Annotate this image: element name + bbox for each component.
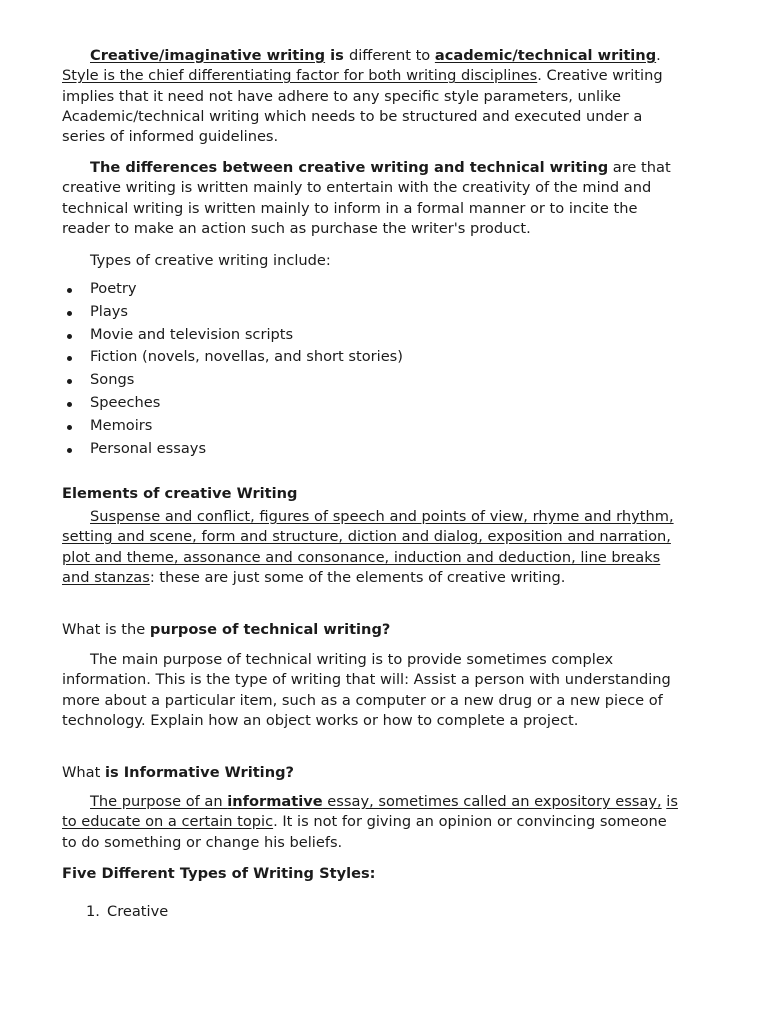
- informative-text-1: The purpose of an: [90, 793, 228, 810]
- section-heading: Five Different Types of Writing Styles:: [62, 865, 376, 882]
- bullet-list-item: Fiction (novels, novellas, and short stories): [62, 346, 682, 369]
- bullet-list-item: Speeches: [62, 392, 682, 415]
- creative-types-list: [62, 278, 682, 460]
- informative-text-3: is to educate on a certain topic: [62, 793, 678, 831]
- differences-heading-text: The differences between creative writing and technical writing: [90, 159, 609, 176]
- question-informative-writing: [62, 763, 682, 783]
- bullet-list-item: Movie and television scripts: [62, 324, 682, 347]
- term-academic-writing: academic/technical writing: [434, 47, 657, 64]
- question-emphasis: purpose of technical writing?: [149, 621, 391, 638]
- paragraph-technical-purpose: [62, 650, 682, 731]
- paragraph-elements: [62, 507, 682, 588]
- bullet-list-item: Songs: [62, 369, 682, 392]
- question-prefix: What: [62, 764, 105, 781]
- bullet-list-item: Memoirs: [62, 415, 682, 438]
- text-different-to: different to: [348, 47, 435, 64]
- paragraph-text: . Creative writing implies that it need not have adhere to any specific style parameters, unlike Academic/technical writing which needs to be structured and executed under a series of informed guidelines.: [62, 67, 663, 146]
- types-intro: [62, 251, 682, 271]
- bullet-list-item: Plays: [62, 301, 682, 324]
- paragraph-text: : these are just some of the elements of creative writing.: [149, 568, 566, 586]
- numbered-list-item: [62, 902, 682, 922]
- term-informative: informative: [227, 793, 323, 810]
- paragraph-differences: [62, 158, 682, 239]
- paragraph-text: are that creative writing is written mainly to entertain with the creativity of the mind and technical writing is written mainly to inform in a formal manner or to incite the reader to make an action such as purchase the writer's product.: [62, 159, 671, 237]
- writing-styles-list: [62, 902, 682, 922]
- styles-heading: [62, 864, 682, 884]
- question-technical-writing: [62, 620, 682, 640]
- paragraph-text: . It is not for giving an opinion or convincing someone to do something or change his beliefs.: [62, 813, 667, 851]
- text-is: is: [325, 47, 349, 64]
- bullet-list-item: Poetry: [62, 278, 682, 301]
- bullet-list-item: Personal essays: [62, 438, 682, 461]
- types-intro-text: Types of creative writing include:: [90, 252, 331, 269]
- elements-list-text: Suspense and conflict, figures of speech and points of view, rhyme and rhythm, setting and scene, form and structure, diction and dialog, exposition and narration, plot and theme, assonance and consonance, induction and deduction, line breaks and stanzas: [62, 508, 674, 586]
- informative-text-2: essay, sometimes called an expository essay,: [322, 793, 662, 810]
- text-period: .: [656, 47, 661, 64]
- section-heading: Elements of creative Writing: [62, 485, 298, 502]
- elements-heading: [62, 484, 682, 504]
- term-creative-writing: Creative/imaginative writing: [90, 47, 326, 64]
- paragraph-informative: [62, 792, 682, 853]
- list-item-label: Creative: [107, 903, 169, 920]
- paragraph-creative-vs-academic: [62, 46, 682, 147]
- question-emphasis: is Informative Writing?: [104, 764, 294, 781]
- style-differentiator-text: Style is the chief differentiating factor for both writing disciplines: [62, 67, 538, 85]
- paragraph-text: The main purpose of technical writing is to provide sometimes complex information. This is the type of writing that will: Assist a person with understanding more about a particular item, such as a computer or a new drug or a new piece of technology. Explain how an object works or how to complete a project.: [62, 651, 671, 729]
- question-prefix: What is the: [62, 621, 150, 638]
- list-number: 1.: [86, 903, 100, 920]
